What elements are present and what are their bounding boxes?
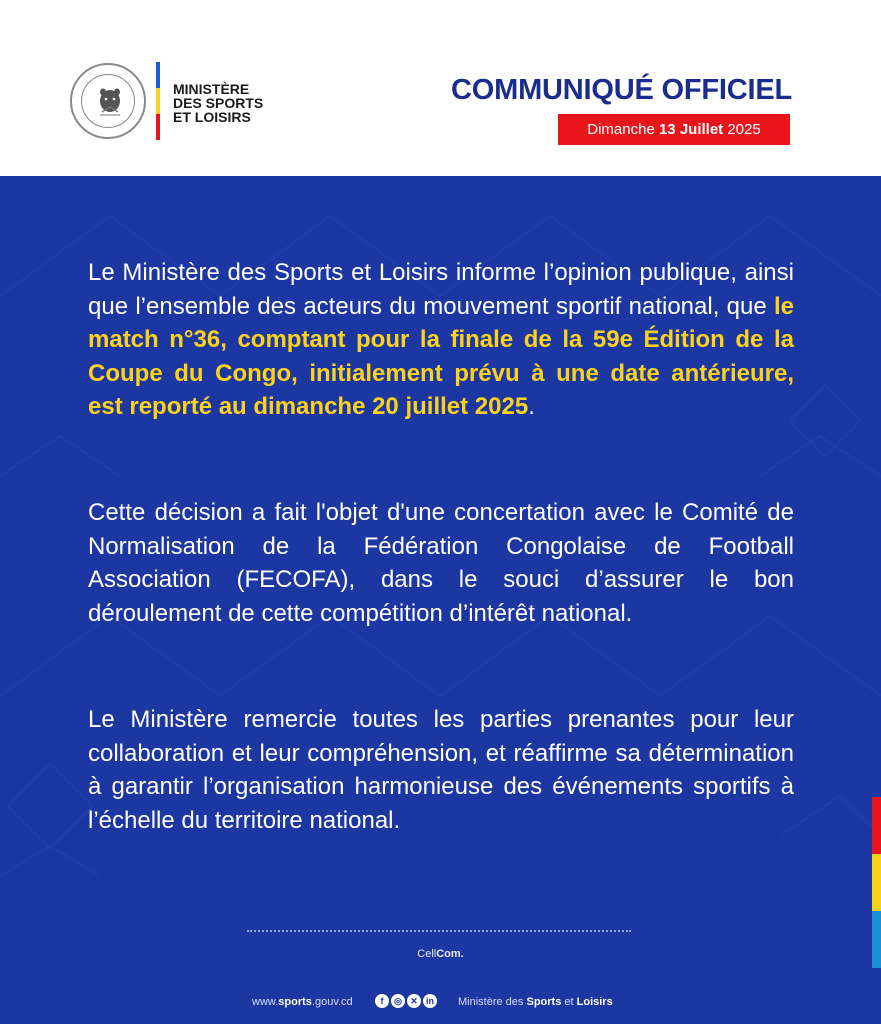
paragraph-announcement (88, 256, 794, 424)
page-title: COMMUNIQUÉ OFFICIEL (451, 74, 792, 106)
ministry-footer-label (458, 996, 613, 1008)
date-badge (558, 114, 790, 145)
website-link[interactable] (252, 996, 353, 1008)
paragraph-thanks: Le Ministère remercie toutes les parties prenantes pour leur collaboration et leur compréhension, et réaffirme sa détermination à garantir l’organisation harmonieuse des événements sportifs à l’échelle du territoire national. (88, 706, 794, 834)
footer (0, 994, 881, 1010)
web-bold: sports (278, 996, 312, 1008)
flag-bar (156, 62, 160, 140)
linkedin-icon[interactable]: in (423, 994, 437, 1008)
ministry-name: MINISTÈRE DES SPORTS ET LOISIRS (173, 81, 264, 125)
paragraph-decision: Cette décision a fait l'objet d'une concertation avec le Comité de Normalisation de la Fédération Congolaise de Football Association (FECOFA), dans le souci d’assurer le bon déroulement de cette compétition d’intérêt national. (88, 499, 794, 627)
web-suffix: .gouv.cd (311, 996, 353, 1008)
ministry-mid: et (561, 996, 577, 1008)
web-prefix: www. (252, 996, 279, 1008)
header (0, 0, 881, 176)
ministry-bold-sports: Sports (526, 996, 562, 1008)
paragraph-announcement-text: Le Ministère des Sports et Loisirs informe l’opinion publique, ainsi que l’ensemble des acteurs du mouvement sportif national, que (88, 259, 794, 320)
date-date: 13 Juillet (658, 121, 724, 138)
social-icons (375, 994, 439, 1008)
facebook-icon[interactable]: f (375, 994, 389, 1008)
ministry-prefix: Ministère des (458, 996, 527, 1008)
communique-panel (0, 176, 881, 1024)
cellcom-bold: Com. (436, 948, 464, 960)
cellcom-signature (0, 948, 881, 960)
paragraph-announcement-end: . (528, 393, 535, 420)
x-icon[interactable]: ✕ (407, 994, 421, 1008)
side-flag-stripe (872, 797, 881, 967)
cellcom-prefix: Cell (417, 948, 437, 960)
highlighted-announcement: le match n°36, comptant pour la finale de la 59e Édition de la Coupe du Congo, initialement prévu à une date antérieure, est reporté au dimanche 20 juillet 2025 (88, 292, 794, 420)
divider (247, 930, 631, 932)
date-day: Dimanche (587, 121, 655, 138)
government-seal (70, 63, 146, 139)
instagram-icon[interactable]: ◎ (391, 994, 405, 1008)
date-year: 2025 (727, 121, 761, 138)
ministry-bold-loisirs: Loisirs (576, 996, 613, 1008)
